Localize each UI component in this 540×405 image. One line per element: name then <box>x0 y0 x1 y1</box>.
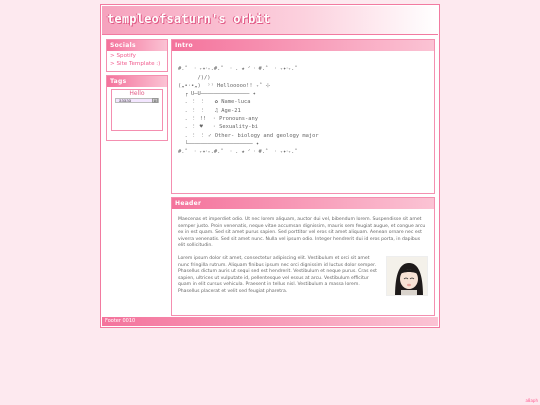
tagbox <box>111 89 163 131</box>
tags-panel <box>106 75 168 141</box>
site-banner <box>102 6 438 35</box>
footer: Footer 0010 <box>102 317 438 326</box>
socials-links <box>107 51 167 69</box>
header-heading: Header <box>172 198 434 209</box>
page-frame <box>100 4 440 328</box>
header-paragraph-2: Lorem ipsum dolor sit amet, consectetur adipiscing elit. Vestibulum et orci sit amet nunc fringilla rutrum. Aliquam finibus ipsum nec orci dignissim id luctus dolor semper. Phasellus dictum auris ut sequi sed est hendrerit. Vestibulum et neque purus. Cras est sapien, ultrices ut vulputate id, pellentesque vel essus at arcu. Vestibulum efficitur quam in elit cursus vehicula. Praesent in tellus nisl. Vestibulum a massa lorem. Phasellus placerat et velit sed feugiat pharetra. <box>178 255 377 294</box>
avatar-image <box>386 256 428 296</box>
socials-heading: Socials <box>107 40 167 51</box>
intro-line: („•·•„) ⁾⁾ Hellooooo!! ₊˚ ⊹ <box>178 82 271 89</box>
intro-line: #.˚ ‧ ₊✦‧₊.#.˚ ‧ . ★ ᐟ ‧ #.˚ ‧ ₊✦‧₊.˚ <box>178 66 298 73</box>
tagbox-input[interactable] <box>115 98 159 103</box>
header-panel <box>171 197 435 316</box>
socials-panel <box>106 39 168 72</box>
site-template-link[interactable]: > Site Template :) <box>110 61 161 67</box>
header-paragraph-1: Maecenas et imperdiet odio. Ut nec lorem aliquam, auctor dui vel, bibendum lorem. Suspendisse sit amet semper justo. Proin venenatis, neque vitae accumsan dignissim, mauris sem feugiat augue, et congue arcu ex in est quam. Sed sit amet purus sapien. Sed porttitor vel eros sit amet aliquam. Aenean ornare nec est viverra venenatis. Sed sit amet nunc. Nulla vel ipsum odio. Integer hendrerit dui id eros porta, in dapibus elit sollicitudin. <box>178 217 426 249</box>
intro-line: ┌ U─U─────────────── ✦ <box>178 91 256 98</box>
intro-panel <box>171 39 435 194</box>
intro-line: /)/) <box>178 74 211 81</box>
intro-line: └──────────────────── ✦ <box>178 140 260 147</box>
tagbox-submit-button[interactable]: ⊠ <box>153 98 157 103</box>
intro-line: . ⋮ ⋮ ✿ Name-luca <box>178 99 251 106</box>
intro-heading: Intro <box>172 40 434 51</box>
intro-line: . ⋮ !! · Pronouns-any <box>178 116 259 123</box>
intro-line: . ⋮ ⋮ ✓ Other- biology and geology major <box>178 132 319 139</box>
intro-line: #.˚ ‧ ₊✦‧₊.#.˚ ‧ . ★ ᐟ ‧ #.˚ ‧ ₊✦‧₊.˚ <box>178 149 298 156</box>
avatar-drawing <box>387 257 428 296</box>
site-title: templeofsaturn's orbit <box>107 12 271 26</box>
intro-line: . ⋮ ⋮ ♫ Age-21 <box>178 107 241 114</box>
corner-credit[interactable]: a8aph <box>525 398 538 403</box>
tagbox-input-value: aaaaa <box>119 98 132 103</box>
intro-line: . ⋮ ♥ · Sexuality-bi <box>178 124 259 131</box>
header-body <box>172 209 434 306</box>
tagbox-title: Hello <box>129 90 145 97</box>
spotify-link[interactable]: > Spotify <box>110 53 136 59</box>
intro-body <box>172 51 434 179</box>
tags-heading: Tags <box>107 76 167 87</box>
